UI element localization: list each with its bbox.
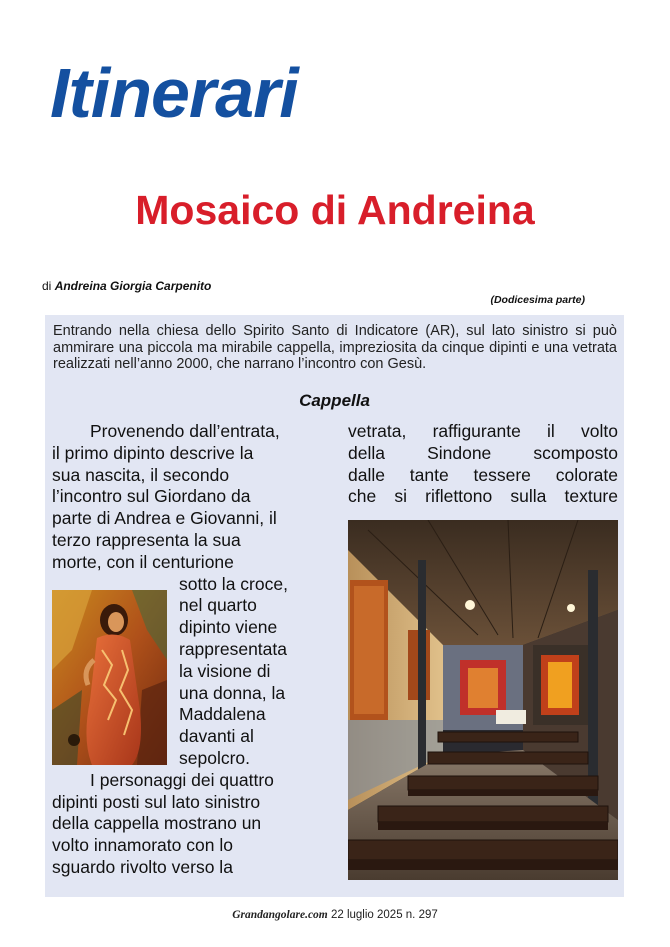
text-line: dalle tante tessere colorate [348, 464, 618, 485]
text-line: parte di Andrea e Giovanni, il [52, 508, 277, 529]
text-line: dipinto viene [179, 617, 278, 638]
footer [0, 909, 670, 921]
text-line: il primo dipinto descrive la [52, 442, 254, 463]
text-line: che si riflettono sulla texture [348, 486, 618, 507]
text-line: davanti al [179, 726, 254, 747]
text-line: I personaggi dei quattro [90, 769, 274, 790]
text-line: Maddalena [179, 704, 266, 725]
text-line: rappresentata [179, 638, 287, 659]
text-line: Provenendo dall’entrata, [90, 421, 280, 441]
text-line: sepolcro. [179, 747, 251, 768]
subheading: Cappella [299, 391, 370, 410]
part-label: (Dodicesima parte) [490, 294, 585, 306]
issue-date: 22 luglio 2025 n. 297 [330, 909, 438, 921]
text-line: dipinti posti sul lato sinistro [52, 791, 261, 812]
text-line: della Sindone scomposto [348, 442, 618, 463]
text-line: una donna, la [179, 682, 286, 703]
text-line: volto innamorato con lo [52, 835, 233, 856]
right-column [348, 421, 618, 508]
site-name: Grandangolare.com [232, 909, 328, 921]
byline-prefix: di [42, 279, 52, 293]
text-line: l’incontro sul Giordano da [52, 486, 251, 507]
intro-paragraph: Entrando nella chiesa dello Spirito Santo di Indicatore (AR), sul lato sinistro si può ammirare una piccola ma mirabile cappella, impreziosita da cinque dipinti e una vetrata realizzati nell’anno 2000, che narrano l’incontro con Gesù. [53, 323, 617, 372]
text-line [52, 421, 322, 443]
text-line: sua nascita, il secondo [52, 464, 230, 485]
text-line: morte, con il centurione [52, 551, 234, 572]
chapel-interior-image [348, 520, 618, 880]
text-line: la visione di [179, 660, 271, 681]
text-line: nel quarto [179, 595, 257, 616]
text-line: sotto la croce, [179, 573, 288, 594]
article-title: Mosaico di Andreina [135, 187, 535, 233]
text-line: sguardo rivolto verso la [52, 856, 233, 877]
maddalena-painting-image [52, 590, 167, 765]
text-line: terzo rappresenta la sua [52, 529, 241, 550]
text-line: della cappella mostrano un [52, 813, 262, 834]
section-title: Itinerari [50, 54, 298, 132]
byline [42, 279, 211, 293]
author-name: Andreina Giorgia Carpenito [54, 279, 212, 293]
text-line: vetrata, raffigurante il volto [348, 421, 618, 441]
